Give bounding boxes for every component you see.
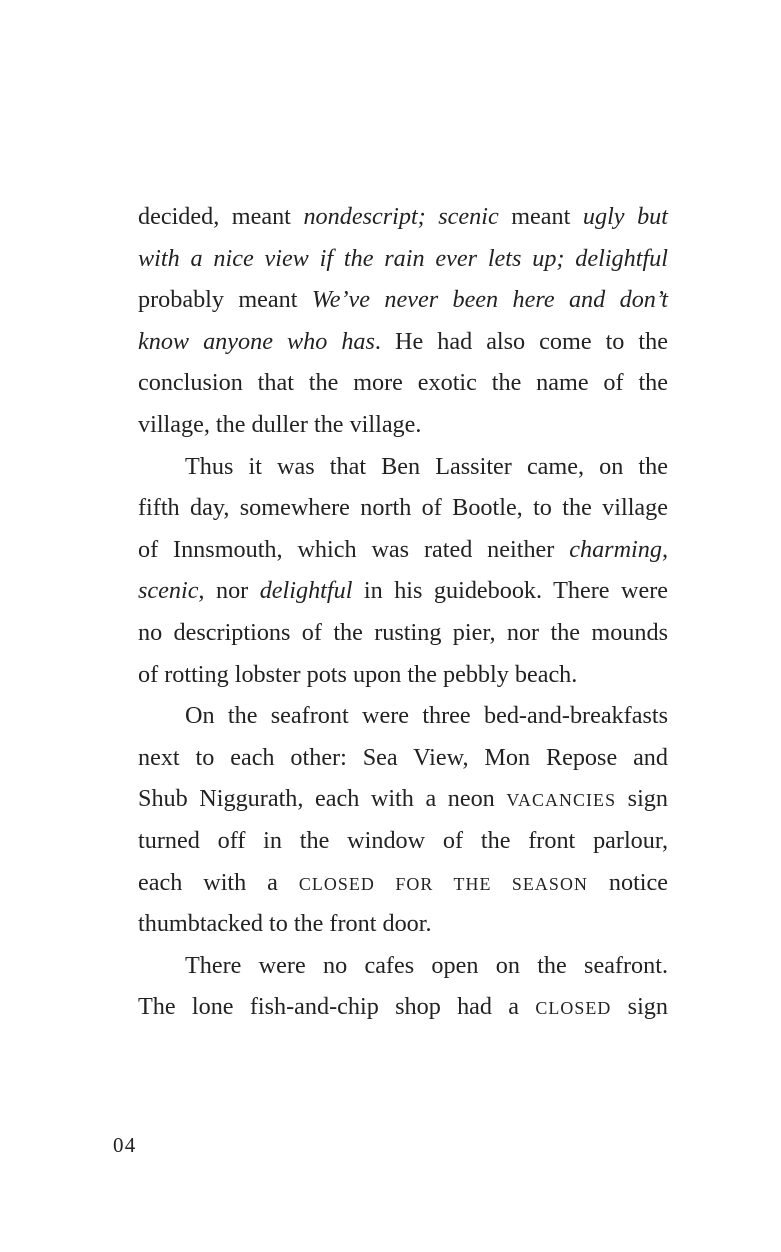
text-line — [138, 238, 668, 280]
body-text — [138, 196, 668, 1028]
page-number: 04 — [113, 1133, 137, 1157]
text-line — [138, 820, 668, 862]
text-line — [138, 654, 668, 696]
text-segment: meant — [498, 203, 583, 230]
italic-text: nondescript; scenic — [303, 203, 499, 230]
italic-text: with a nice view if the rain ever lets up; delightful — [138, 244, 668, 272]
text-segment: village, the duller the village. — [138, 410, 422, 438]
text-line — [138, 986, 668, 1028]
text-segment: There were no cafes open on the seafront. — [185, 951, 668, 979]
text-line — [138, 778, 668, 820]
text-segment: The lone fish-and-chip shop had a — [138, 993, 536, 1021]
text-segment: . He had also come to the — [374, 327, 668, 355]
text-line — [138, 529, 668, 571]
italic-text: scenic, — [138, 577, 205, 605]
text-line — [138, 862, 668, 904]
text-line — [138, 196, 668, 238]
text-line — [138, 279, 668, 321]
text-segment: nor — [204, 577, 260, 605]
italic-text: ugly but — [582, 203, 668, 230]
text-segment: conclusion that the more exotic the name of the — [138, 369, 668, 397]
text-segment: of rotting lobster pots upon the pebbly beach. — [138, 660, 578, 688]
text-segment: probably meant — [138, 286, 312, 314]
text-segment: each with a — [138, 868, 299, 896]
italic-text: know anyone who has — [138, 327, 375, 355]
text-segment: notice — [587, 868, 668, 896]
text-line — [138, 945, 668, 987]
text-line — [138, 321, 668, 363]
text-segment: next to each other: Sea View, Mon Repose and — [138, 743, 668, 771]
text-segment: sign — [616, 785, 668, 813]
small-caps-text: CLOSED — [535, 998, 612, 1019]
text-line — [138, 570, 668, 612]
text-segment: no descriptions of the rusting pier, nor the mounds — [138, 618, 668, 646]
text-line — [138, 487, 668, 529]
text-line — [138, 362, 668, 404]
text-segment: thumbtacked to the front door. — [138, 910, 432, 938]
italic-text: charming, — [569, 535, 668, 563]
italic-text: We’ve never been here and don’t — [311, 286, 668, 314]
text-line — [138, 446, 668, 488]
text-line — [138, 404, 668, 446]
text-line — [138, 695, 668, 737]
text-line — [138, 903, 668, 945]
text-segment: Thus it was that Ben Lassiter came, on the — [185, 452, 668, 480]
text-segment: Shub Niggurath, each with a neon — [138, 785, 507, 813]
text-segment: fifth day, somewhere north of Bootle, to the village — [138, 494, 668, 522]
text-segment: sign — [611, 993, 668, 1021]
small-caps-text: VACANCIES — [506, 790, 617, 811]
text-line — [138, 612, 668, 654]
text-segment: decided, meant — [138, 203, 304, 230]
text-segment: On the seafront were three bed-and-breakfasts — [185, 702, 668, 730]
text-segment: of Innsmouth, which was rated neither — [138, 535, 570, 563]
italic-text: delightful — [259, 577, 353, 605]
small-caps-text: CLOSED FOR THE SEASON — [298, 873, 588, 894]
text-line — [138, 737, 668, 779]
text-segment: in his guidebook. There were — [352, 577, 668, 605]
text-segment: turned off in the window of the front parlour, — [138, 826, 668, 854]
